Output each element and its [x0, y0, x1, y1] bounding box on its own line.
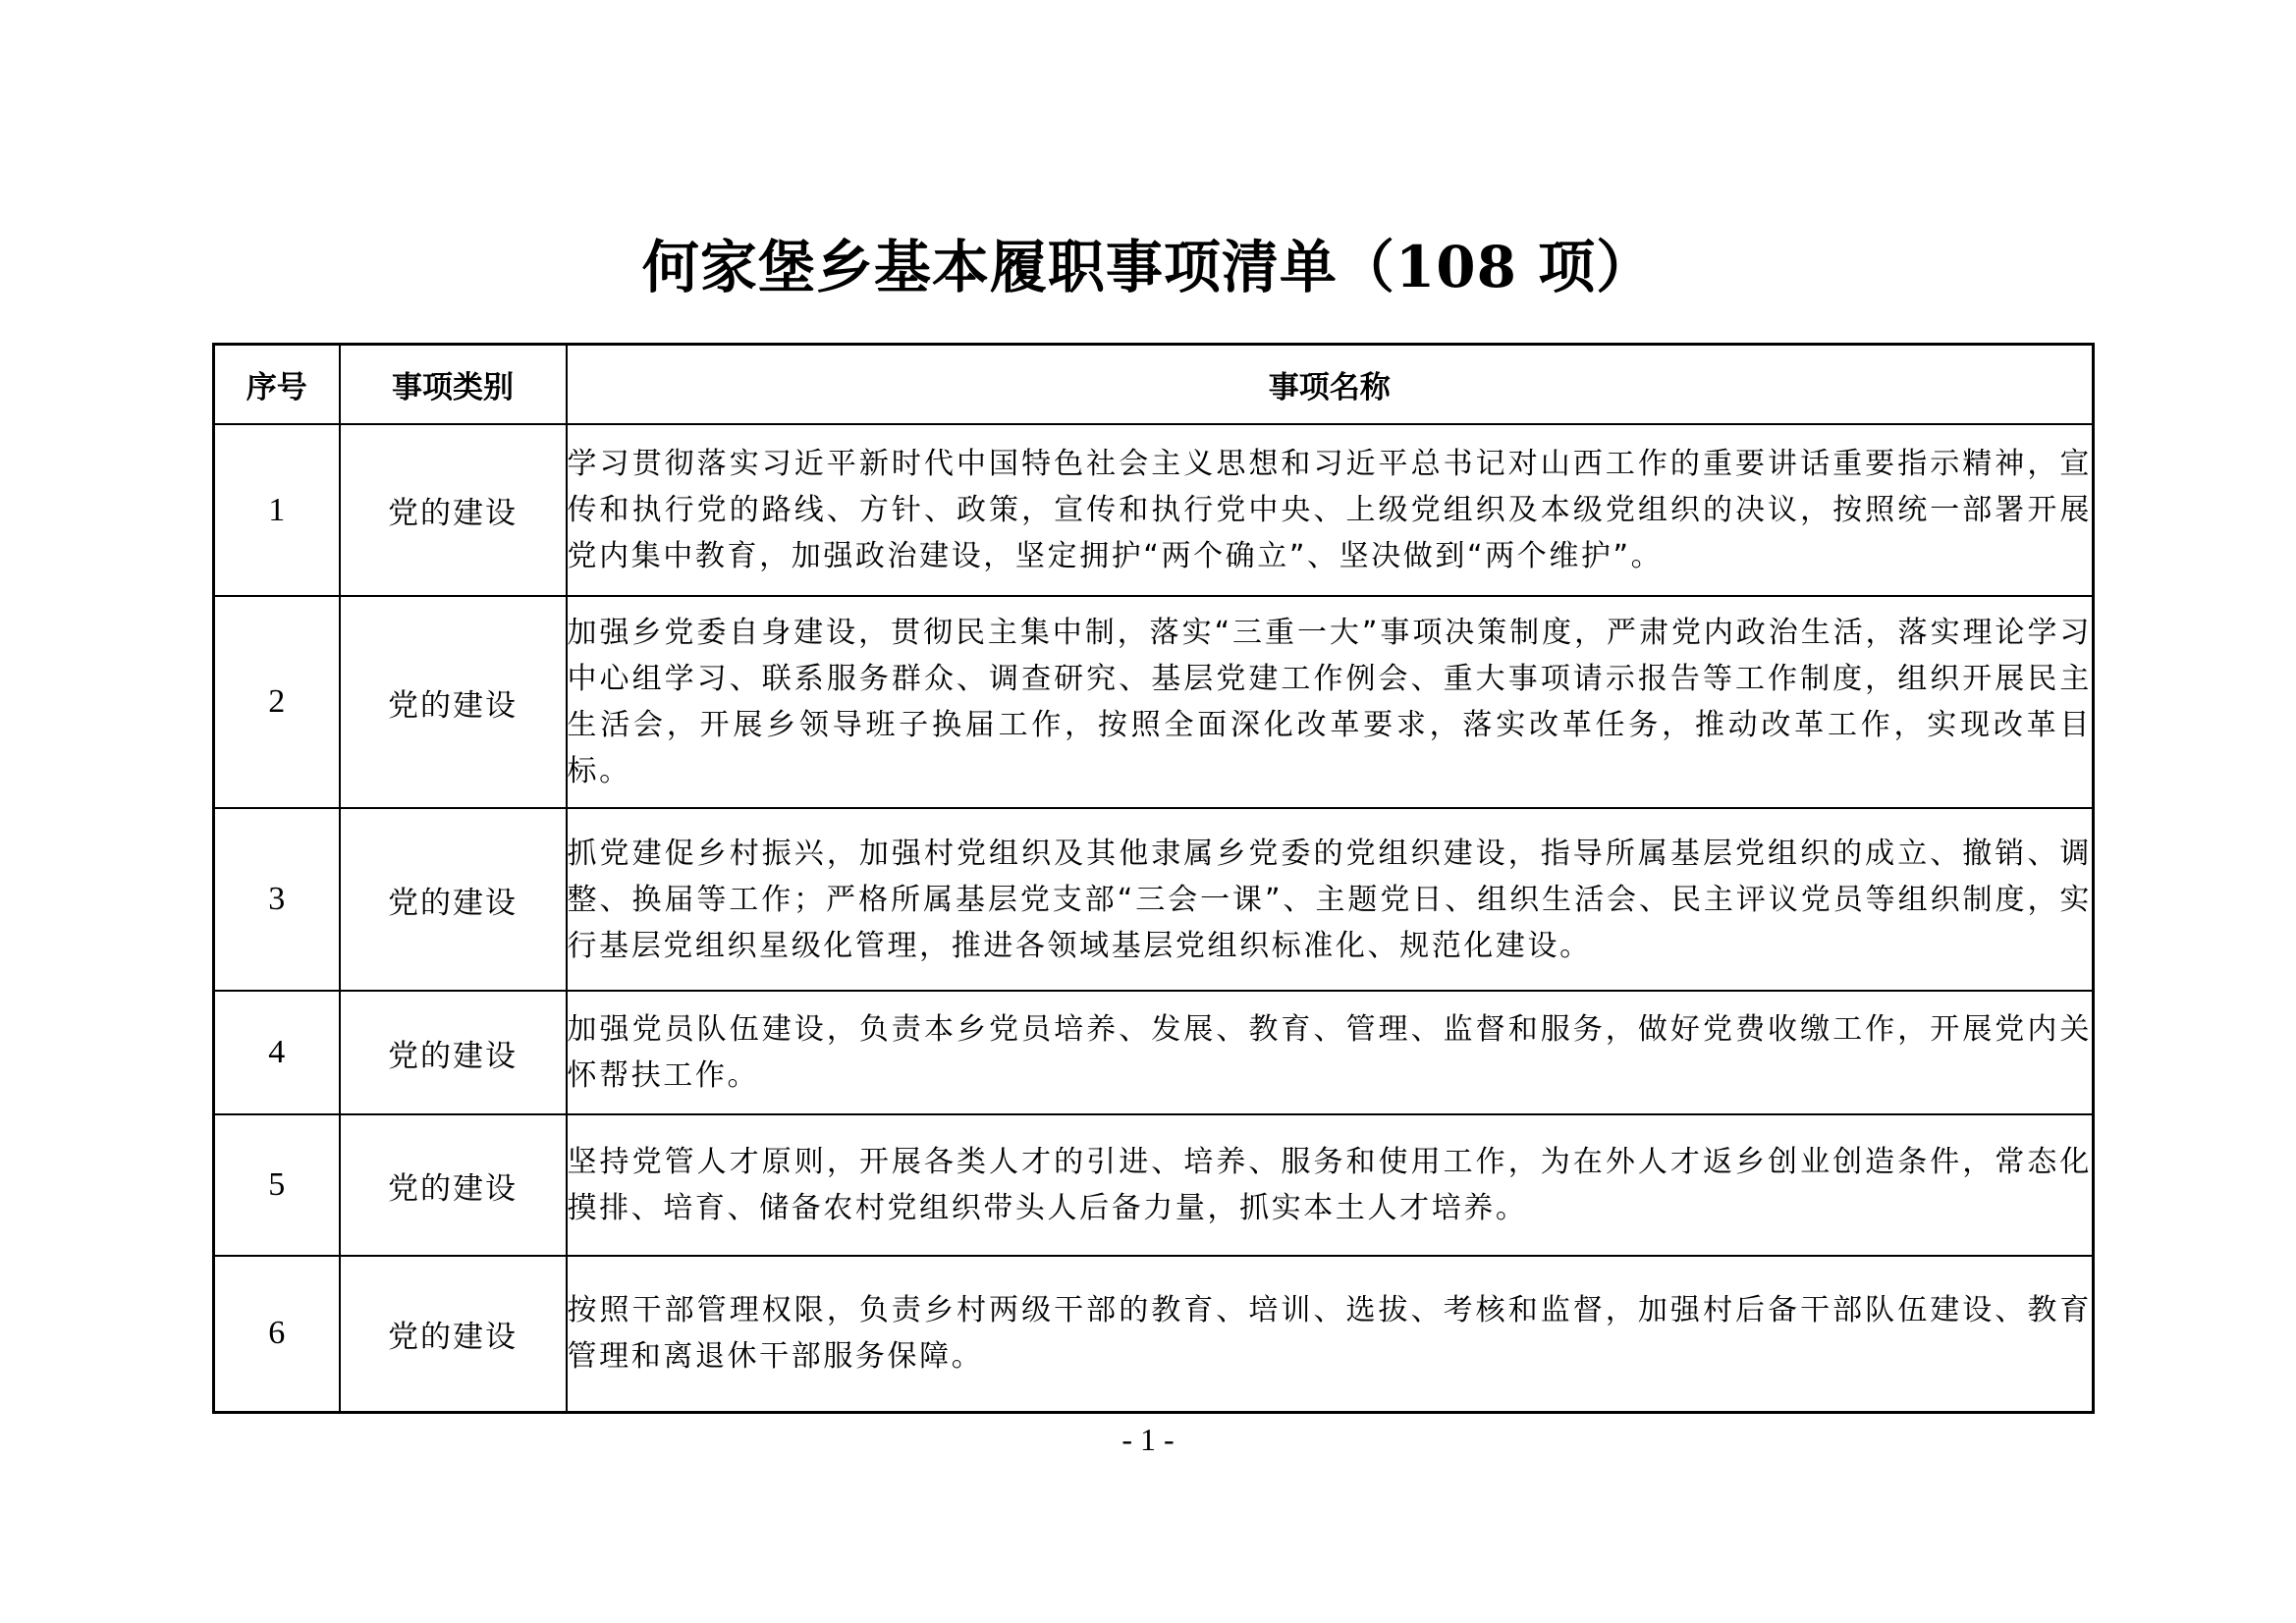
- table-row: [214, 808, 2094, 991]
- row-category: 党的建设: [340, 1114, 567, 1256]
- table-row: [214, 1114, 2094, 1256]
- row-number: 5: [214, 1114, 340, 1256]
- header-number: 序号: [214, 345, 340, 425]
- row-text: 按照干部管理权限，负责乡村两级干部的教育、培训、选拔、考核和监督，加强村后备干部队伍建设、教育管理和离退休干部服务保障。: [567, 1256, 2094, 1412]
- row-number: 4: [214, 991, 340, 1114]
- row-number: 1: [214, 424, 340, 596]
- header-name: 事项名称: [567, 345, 2094, 425]
- duties-table: [212, 343, 2095, 1414]
- row-text: 坚持党管人才原则，开展各类人才的引进、培养、服务和使用工作，为在外人才返乡创业创造条件，常态化摸排、培育、储备农村党组织带头人后备力量，抓实本土人才培养。: [567, 1114, 2094, 1256]
- row-category: 党的建设: [340, 596, 567, 808]
- row-number: 6: [214, 1256, 340, 1412]
- table-row: [214, 596, 2094, 808]
- table-row: [214, 1256, 2094, 1412]
- row-number: 3: [214, 808, 340, 991]
- row-text: 抓党建促乡村振兴，加强村党组织及其他隶属乡党委的党组织建设，指导所属基层党组织的成立、撤销、调整、换届等工作；严格所属基层党支部“三会一课”、主题党日、组织生活会、民主评议党员等组织制度，实行基层党组织星级化管理，推进各领域基层党组织标准化、规范化建设。: [567, 808, 2094, 991]
- page-number: - 1 -: [1121, 1422, 1175, 1457]
- row-category: 党的建设: [340, 1256, 567, 1412]
- row-text: 加强党员队伍建设，负责本乡党员培养、发展、教育、管理、监督和服务，做好党费收缴工作，开展党内关怀帮扶工作。: [567, 991, 2094, 1114]
- table-row: [214, 424, 2094, 596]
- row-number: 2: [214, 596, 340, 808]
- page-title: 何家堡乡基本履职事项清单（108 项）: [641, 234, 1655, 300]
- row-category: 党的建设: [340, 808, 567, 991]
- table-header-row: [214, 345, 2094, 425]
- row-text: 加强乡党委自身建设，贯彻民主集中制，落实“三重一大”事项决策制度，严肃党内政治生活，落实理论学习中心组学习、联系服务群众、调查研究、基层党建工作例会、重大事项请示报告等工作制度，组织开展民主生活会，开展乡领导班子换届工作，按照全面深化改革要求，落实改革任务，推动改革工作，实现改革目标。: [567, 596, 2094, 808]
- row-category: 党的建设: [340, 991, 567, 1114]
- header-category: 事项类别: [340, 345, 567, 425]
- table-row: [214, 991, 2094, 1114]
- row-category: 党的建设: [340, 424, 567, 596]
- row-text: 学习贯彻落实习近平新时代中国特色社会主义思想和习近平总书记对山西工作的重要讲话重要指示精神，宣传和执行党的路线、方针、政策，宣传和执行党中央、上级党组织及本级党组织的决议，按照统一部署开展党内集中教育，加强政治建设，坚定拥护“两个确立”、坚决做到“两个维护”。: [567, 424, 2094, 596]
